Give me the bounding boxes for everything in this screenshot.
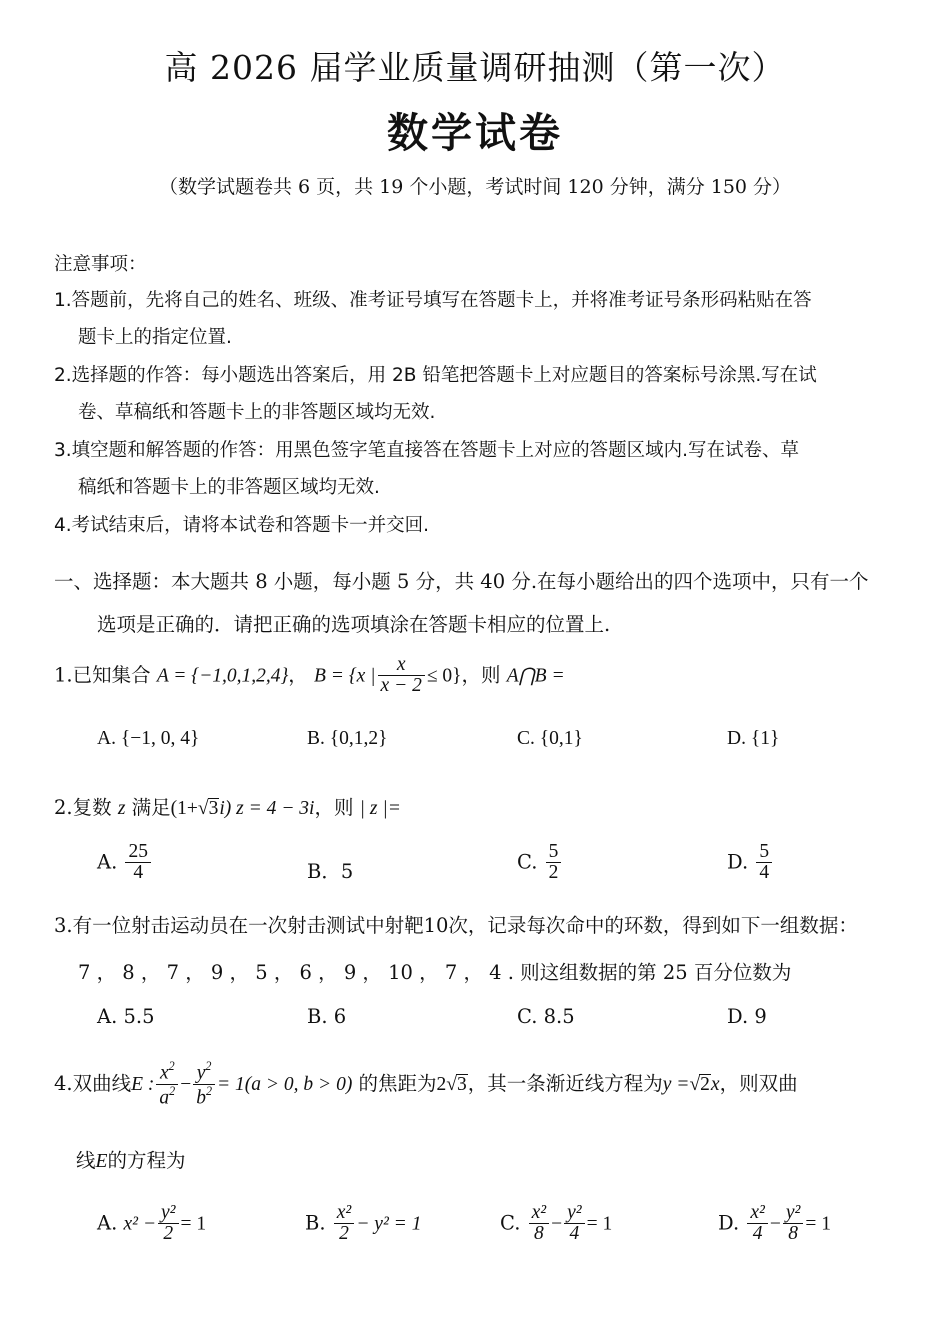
question-2: 2.复数 z 满足(1+√3i) z = 4 − 3i，则 | z |= <box>54 796 401 819</box>
section-instruction: 选项是正确的．请把正确的选项填涂在答题卡相应的位置上. <box>97 613 611 636</box>
q3-option-a: A. 5.5 <box>97 1005 155 1028</box>
section-heading: 一、选择题：本大题共 8 小题，每小题 5 分，共 40 分.在每小题给出的四个选项中，只有一个 <box>54 570 869 593</box>
question-4-line2: 线E的方程为 <box>76 1149 186 1172</box>
notes-heading: 注意事项： <box>54 254 147 275</box>
q1-option-a: A. {−1, 0, 4} <box>97 728 200 749</box>
note-1b: 题卡上的指定位置. <box>78 327 232 348</box>
q2-option-d: D. $\frac{5}{4}$ <box>727 842 774 884</box>
q3-option-d: D. 9 <box>727 1005 767 1028</box>
note-2b: 卷、草稿纸和答题卡上的非答题区域均无效. <box>78 402 436 423</box>
question-1: 1.已知集合 A = {−1,0,1,2,4}， B = {x | $\frac{x}{x - 2}$ ≤ 0}，则 A⋂B = <box>54 654 565 697</box>
exam-info: （数学试题卷共 6 页，共 19 个小题，考试时间 120 分钟，满分 150 分） <box>158 176 792 198</box>
q1-option-c: C. {0,1} <box>517 728 583 749</box>
note-1a: 1.答题前，先将自己的姓名、班级、准考证号填写在答题卡上，并将准考证号条形码粘贴在答 <box>54 290 812 311</box>
question-3-data: 7 ， 8 ， 7 ， 9 ， 5 ， 6 ， 9 ， 10 ， 7 ， 4 . 则这组数据的第 25 百分位数为 <box>78 961 792 984</box>
question-3: 3.有一位射击运动员在一次射击测试中射靶10次，记录每次命中的环数，得到如下一组数据： <box>54 914 858 937</box>
note-4: 4.考试结束后，请将本试卷和答题卡一并交回. <box>54 515 430 536</box>
q1-option-d: D. {1} <box>727 728 780 749</box>
note-3b: 稿纸和答题卡上的非答题区域均无效. <box>78 477 380 498</box>
question-4: 4.双曲线E : $\frac{x^2}{a^2}$ − $\frac{y^2}{b^2}$ = 1(a > 0, b > 0) 的焦距为2√3，其一条渐近线方程为y =√2x，则双曲 <box>54 1059 798 1109</box>
q3-option-b: B. 6 <box>307 1005 347 1028</box>
q1-option-b: B. {0,1,2} <box>307 728 388 749</box>
note-3a: 3.填空题和解答题的作答：用黑色签字笔直接答在答题卡上对应的答题区域内.写在试卷、草 <box>54 440 800 461</box>
q3-option-c: C. 8.5 <box>517 1005 575 1028</box>
note-2a: 2.选择题的作答：每小题选出答案后，用 2B 铅笔把答题卡上对应题目的答案标号涂黑.写在试 <box>54 365 817 386</box>
q4-option-d: D. $\frac{\text{x²}}{4}$ − $\frac{\text{y²}}{8}$ = 1 <box>718 1202 831 1245</box>
subject-title: 数学试卷 <box>387 109 563 157</box>
q2-option-c: C. $\frac{5}{2}$ <box>517 842 563 884</box>
q4-option-b: B. $\frac{\text{x²}}{2}$ − y² = 1 <box>305 1202 422 1245</box>
q4-option-a: A. x² − $\frac{\text{y²}}{2}$ = 1 <box>97 1202 207 1245</box>
q2-option-b: B．5 <box>307 860 354 883</box>
q4-option-c: C. $\frac{\text{x²}}{8}$ − $\frac{\text{y²}}{4}$ = 1 <box>500 1202 613 1245</box>
q2-option-a: A. $\frac{25}{4}$ <box>97 842 153 884</box>
exam-title: 高 2026 届学业质量调研抽测（第一次） <box>164 48 786 87</box>
